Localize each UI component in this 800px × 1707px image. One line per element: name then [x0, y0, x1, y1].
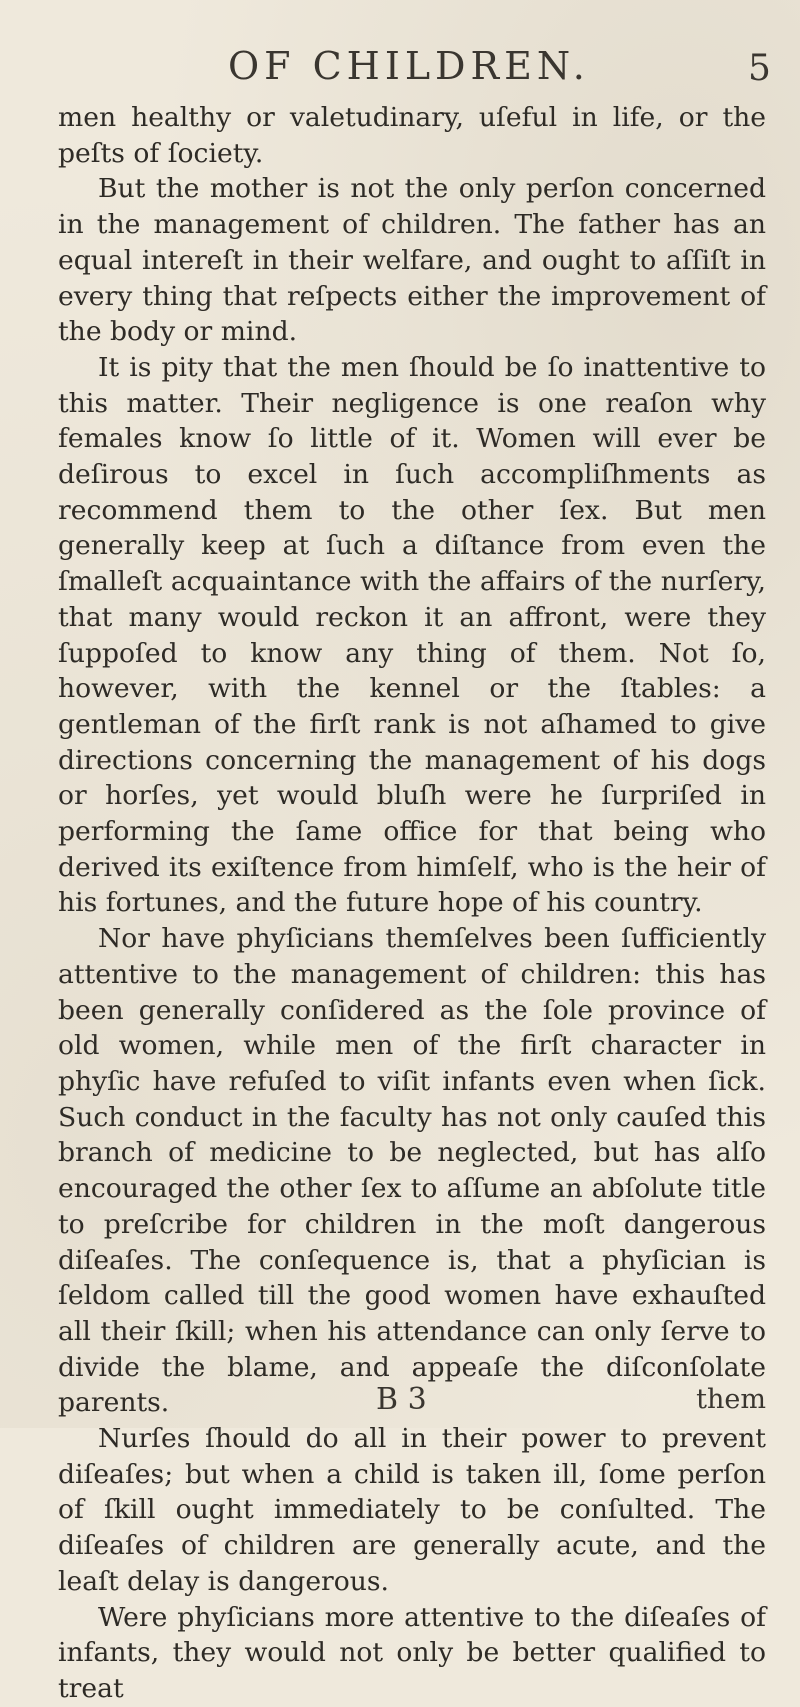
paragraph-1: men healthy or valetudinary, uſeful in life, or the peſts of ſociety. — [58, 102, 766, 169]
page-header — [0, 44, 800, 104]
page-footer — [0, 1382, 800, 1428]
paragraph-5: Nurſes ſhould do all in their power to prevent diſeaſes; but when a child is taken ill, ſome perſon of ſkill ought immediately to be conſulted. The diſeaſes of children are generally acute, and the leaſt delay is dangerous. — [58, 1423, 766, 1597]
body-text — [58, 100, 766, 1707]
paragraph-4: Nor have phyſicians themſelves been ſufficiently attentive to the management of children: this has been generally conſidered as the ſole province of old women, while men of the firſt character in phyſic have refuſed to viſit infants even when ſick. Such conduct in the faculty has not only cauſed this branch of medicine to be neglected, but has alſo encouraged the other ſex to aſſume an abſolute title to preſcribe for children in the moſt dangerous diſeaſes. The conſequence is, that a phyſician is ſeldom called till the good women have exhauſted all their ſkill; when his attendance can only ſerve to divide the blame, and appeaſe the diſconſolate parents. — [58, 923, 766, 1419]
paragraph-6: Were phyſicians more attentive to the diſeaſes of infants, they would not only be better qualified to treat — [58, 1601, 766, 1704]
running-head: OF CHILDREN. — [228, 44, 590, 88]
paragraph-2: But the mother is not the only perſon concerned in the management of children. The father has an equal intereſt in their welfare, and ought to aſſiſt in every thing that reſpects either the improvement of the body or mind. — [58, 173, 766, 348]
signature-mark: B 3 — [376, 1382, 427, 1417]
paragraph-3: It is pity that the men ſhould be ſo inattentive to this matter. Their negligence is one reaſon why females know ſo little of it. Women will ever be deſirous to excel in ſuch accompliſhments as recommend them to the other ſex. But men generally keep at ſuch a diſtance from even the ſmalleſt acquaintance with the affairs of the nurſery, that many would reckon it an affront, were they ſuppoſed to know any thing of them. Not ſo, however, with the kennel or the ſtables: a gentleman of the firſt rank is not aſhamed to give directions concerning the management of his dogs or horſes, yet would bluſh were he ſurpriſed in performing the ſame office for that being who derived its exiſtence from himſelf, who is the heir of his fortunes, and the future hope of his country. — [58, 351, 766, 919]
page-number: 5 — [748, 48, 771, 89]
catchword: them — [696, 1384, 766, 1415]
